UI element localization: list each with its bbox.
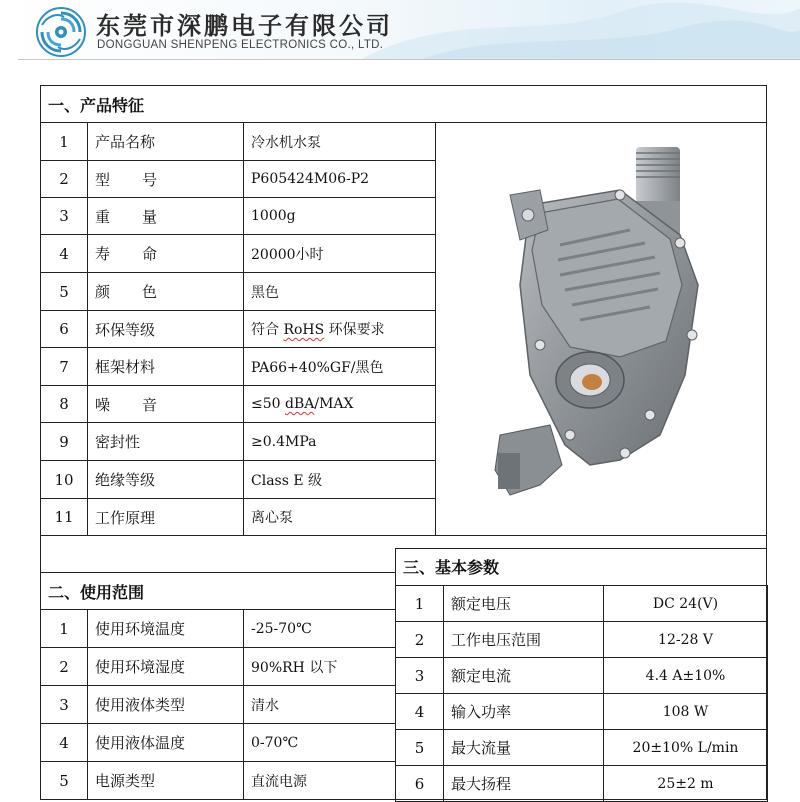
row-number: 7 [41,348,88,386]
table-row [41,161,436,198]
row-number: 5 [41,762,88,800]
table-row [41,348,436,386]
param-label: 最大流量 [444,730,604,766]
features-table [40,122,436,536]
section-title-features: 一、产品特征 [48,96,145,115]
row-number: 1 [396,586,444,622]
header-divider [18,59,800,60]
feature-value: Class E 级 [244,461,436,499]
table-row [41,499,436,536]
param-label: 额定电压 [444,586,604,622]
feature-value: 离心泵 [244,499,436,536]
table-row [41,235,436,273]
feature-label: 型号 [88,161,244,198]
company-name-en: DONGGUAN SHENPENG ELECTRONICS CO., LTD. [97,39,384,51]
row-number: 6 [41,311,88,348]
usage-value: 清水 [244,686,396,724]
usage-label: 使用环境温度 [88,610,244,648]
feature-value: 20000小时 [244,235,436,273]
feature-value-suffix: /MAX [314,396,354,412]
usage-label: 使用液体类型 [88,686,244,724]
usage-label: 电源类型 [88,762,244,800]
param-value: 25±2 m [604,766,768,802]
table-row [396,730,768,766]
company-name-cn: 东莞市深鹏电子有限公司 [96,12,393,40]
features-bottom-divider [40,535,767,536]
page-header [0,0,800,60]
table-row [41,724,396,762]
usage-value: 0-70℃ [244,724,396,762]
feature-value: P605424M06-P2 [244,161,436,198]
param-value: 12-28 V [604,622,768,658]
row-number: 3 [396,658,444,694]
table-row [41,610,396,648]
feature-label: 框架材料 [88,348,244,386]
row-number: 6 [396,766,444,802]
feature-value-prefix: 符合 [251,322,284,338]
section-title-params: 三、基本参数 [403,558,500,577]
usage-title-top-divider [40,572,395,573]
feature-value: 冷水机水泵 [244,123,436,161]
feature-value: 黑色 [244,273,436,311]
usage-label: 使用液体温度 [88,724,244,762]
usage-value: -25-70℃ [244,610,396,648]
row-number: 10 [41,461,88,499]
params-table [395,585,768,802]
param-label: 额定电流 [444,658,604,694]
param-label: 工作电压范围 [444,622,604,658]
table-row [396,658,768,694]
row-number: 3 [41,686,88,724]
feature-label: 颜色 [88,273,244,311]
table-row [396,766,768,802]
table-row [41,686,396,724]
usage-value: 直流电源 [244,762,396,800]
company-logo-icon [34,5,88,59]
usage-table [40,609,396,800]
row-number: 11 [41,499,88,536]
row-number: 4 [41,724,88,762]
param-label: 输入功率 [444,694,604,730]
usage-value: 90%RH 以下 [244,648,396,686]
feature-label: 寿命 [88,235,244,273]
table-row [41,123,436,161]
feature-label: 环保等级 [88,311,244,348]
table-row [396,586,768,622]
table-row [41,273,436,311]
table-row [396,694,768,730]
feature-value-suffix: 环保要求 [324,322,385,338]
table-row [41,423,436,461]
table-row [41,762,396,800]
param-label: 最大扬程 [444,766,604,802]
param-value: 4.4 A±10% [604,658,768,694]
table-row [41,461,436,499]
row-number: 2 [41,648,88,686]
feature-value: ≥0.4MPa [244,423,436,461]
param-value: DC 24(V) [604,586,768,622]
table-row [41,648,396,686]
feature-value-prefix: ≤50 [251,396,285,412]
row-number: 1 [41,123,88,161]
table-row [396,622,768,658]
table-row [41,311,436,348]
params-top-border [395,548,767,549]
row-number: 4 [41,235,88,273]
usage-label: 使用环境湿度 [88,648,244,686]
feature-label: 产品名称 [88,123,244,161]
row-number: 4 [396,694,444,730]
param-value: 20±10% L/min [604,730,768,766]
feature-label: 噪音 [88,386,244,423]
feature-label: 工作原理 [88,499,244,536]
row-number: 5 [41,273,88,311]
feature-label: 重量 [88,198,244,235]
row-number: 5 [396,730,444,766]
feature-label: 密封性 [88,423,244,461]
table-row [41,198,436,235]
feature-value [244,311,436,348]
section-title-usage: 二、使用范围 [48,583,145,602]
row-number: 1 [41,610,88,648]
param-value: 108 W [604,694,768,730]
row-number: 2 [41,161,88,198]
table-row [41,386,436,423]
row-number: 9 [41,423,88,461]
pump-product-image [470,135,730,515]
row-number: 3 [41,198,88,235]
feature-label: 绝缘等级 [88,461,244,499]
feature-value: 1000g [244,198,436,235]
row-number: 8 [41,386,88,423]
rohs-text: RoHS [283,322,325,338]
feature-value: PA66+40%GF/黑色 [244,348,436,386]
feature-value [244,386,436,423]
row-number: 2 [396,622,444,658]
noise-unit-text: dBA [285,396,315,412]
